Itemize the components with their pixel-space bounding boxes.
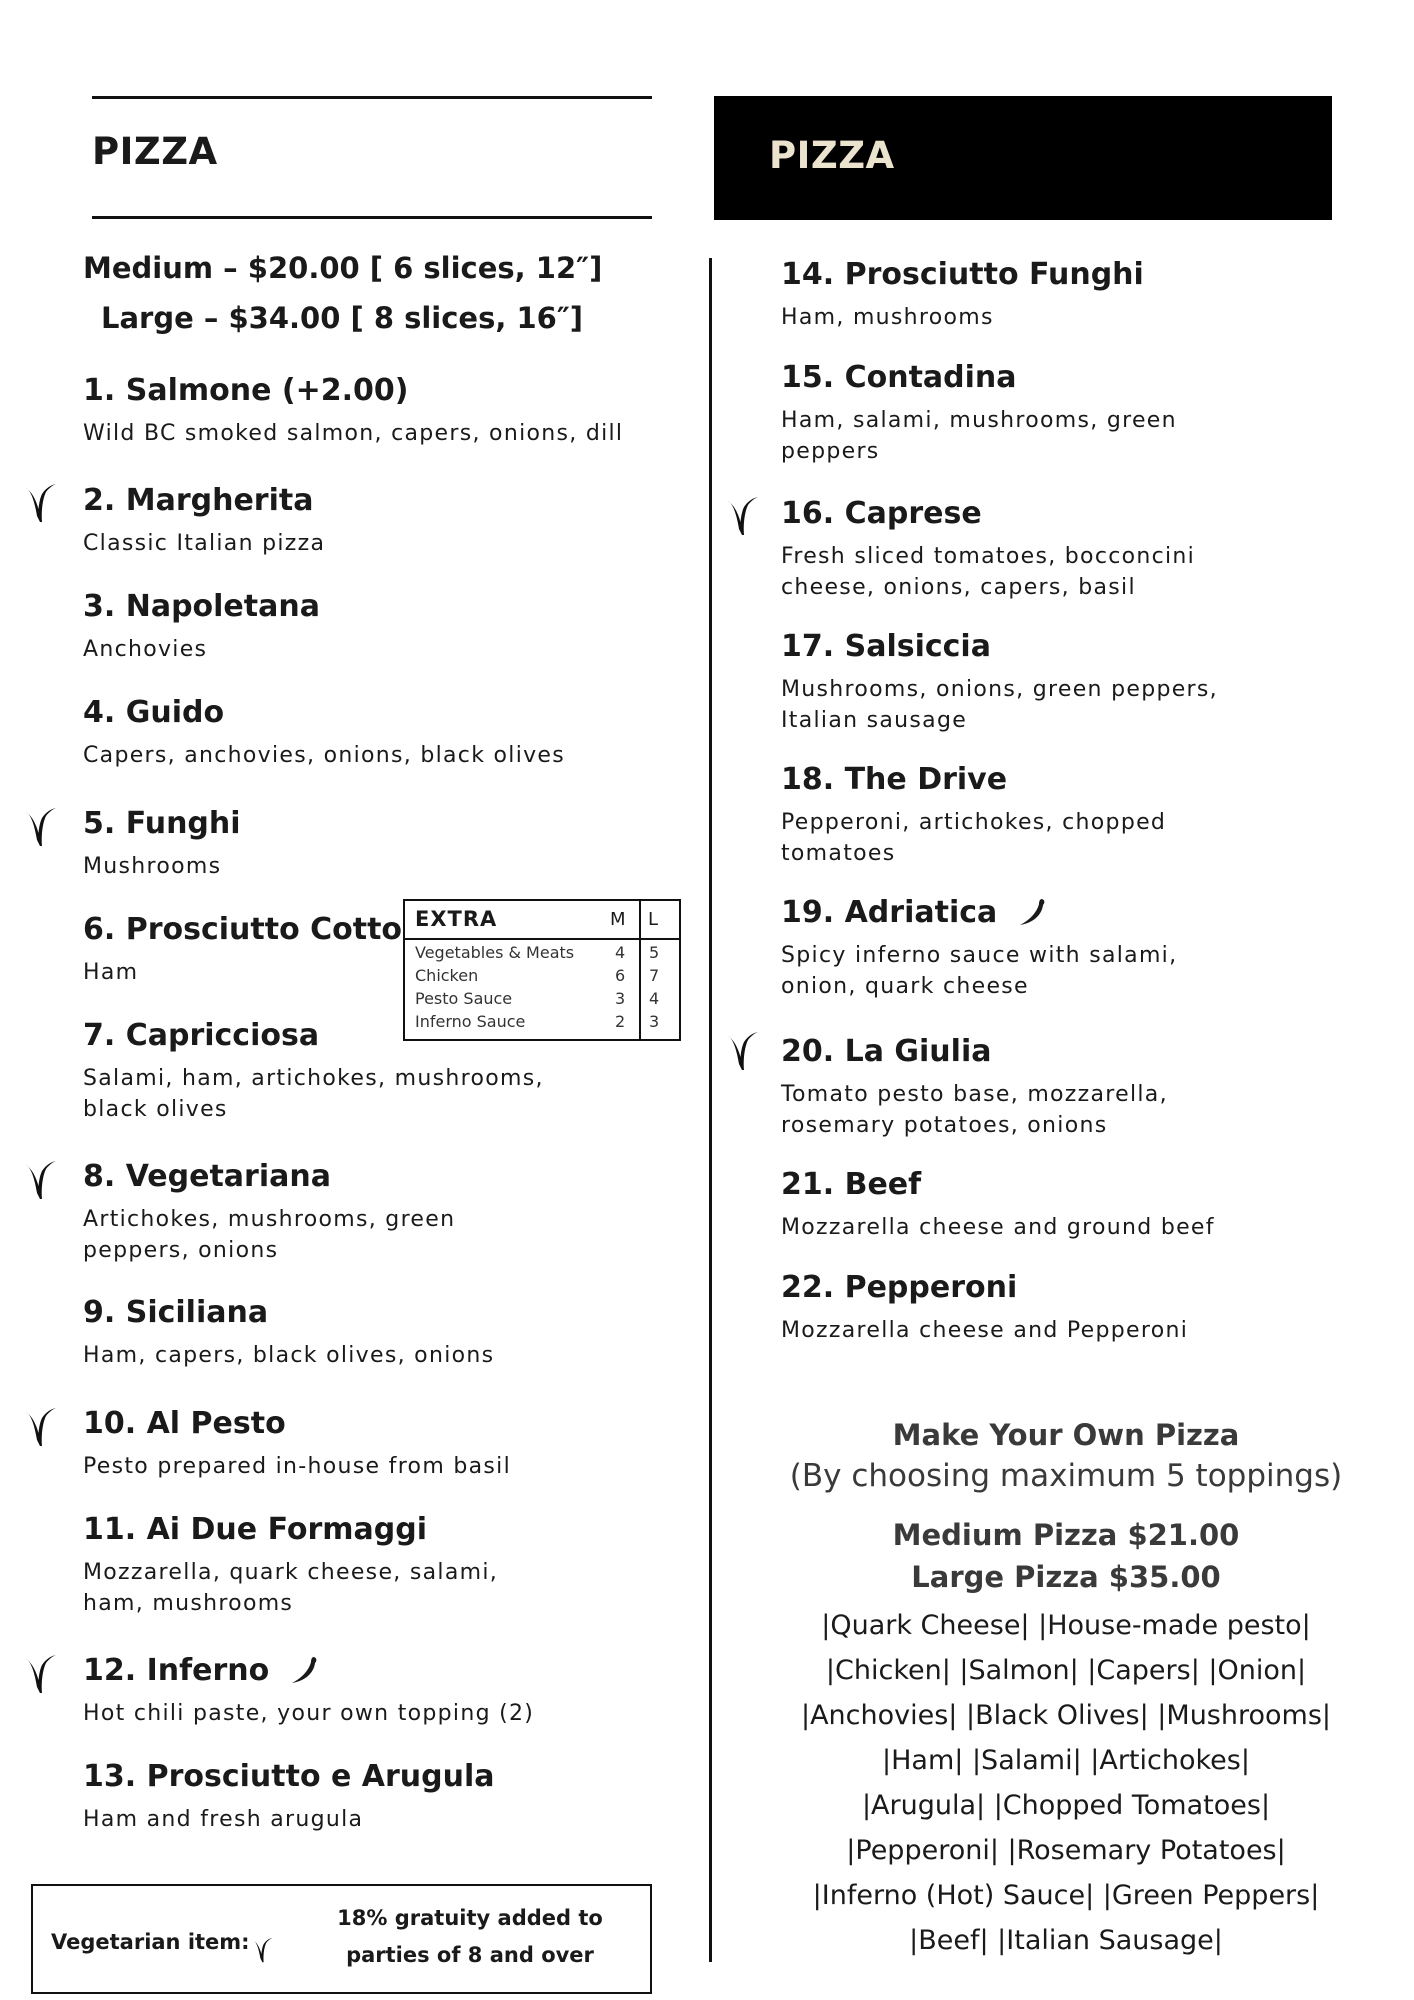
left-section-title: PIZZA [92,130,218,173]
item-description: Pesto prepared in-house from basil [83,1454,511,1479]
topping-line: |Anchovies| |Black Olives| |Mushrooms| [800,1700,1331,1731]
extra-price-table [403,899,681,1041]
item-description: Mozzarella, quark cheese, salami, ham, mushrooms [83,1560,499,1616]
item-name: 20. La Giulia [781,1034,992,1069]
leaf-icon [24,806,58,848]
item-name: 22. Pepperoni [781,1270,1018,1305]
item-description: Artichokes, mushrooms, green peppers, onions [83,1207,456,1263]
chili-icon [1016,896,1048,928]
make-your-own-subtitle: (By choosing maximum 5 toppings) [789,1458,1343,1494]
item-name: 14. Prosciutto Funghi [781,257,1144,292]
right-section-title: PIZZA [769,134,895,177]
topping-line: |Quark Cheese| |House-made pesto| [821,1610,1311,1641]
item-description: Ham [83,960,139,985]
extra-header-rule [405,938,679,940]
menu-item [781,360,1341,467]
menu-item [83,1653,643,1729]
extra-title: EXTRA [415,907,498,931]
item-description: Hot chili paste, your own topping (2) [83,1701,535,1726]
item-name: 8. Vegetariana [83,1159,331,1194]
item-description: Ham, mushrooms [781,305,994,330]
item-name: 2. Margherita [83,483,314,518]
extra-row-label: Vegetables & Meats [415,943,575,962]
item-name: 12. Inferno [83,1653,270,1688]
topping-line: |Inferno (Hot) Sauce| |Green Peppers| [812,1880,1320,1911]
gratuity-note: 18% gratuity added to parties of 8 and over [337,1906,603,1967]
item-name: 21. Beef [781,1167,922,1202]
right-section-header [714,96,1332,220]
notes-box [31,1884,652,1994]
leaf-icon [24,1406,58,1448]
menu-item [83,1295,643,1371]
extra-row-large: 4 [649,989,660,1008]
make-your-own-large-price: Large Pizza $35.00 [911,1560,1221,1594]
left-header-top-rule [92,96,652,99]
item-description: Ham and fresh arugula [83,1807,364,1832]
extra-row-medium: 4 [615,943,626,962]
large-price: Large – $34.00 [ 8 slices, 16″] [101,301,584,335]
item-name: 5. Funghi [83,806,241,841]
item-description: Ham, salami, mushrooms, green peppers [781,408,1177,464]
extra-row-label: Inferno Sauce [415,1012,526,1031]
menu-item [83,695,643,771]
topping-line: |Ham| |Salami| |Artichokes| [882,1745,1250,1776]
extra-row-label: Chicken [415,966,479,985]
menu-item [781,762,1341,869]
item-description: Tomato pesto base, mozzarella, rosemary potatoes, onions [781,1082,1168,1138]
menu-item [83,1159,643,1266]
item-name: 17. Salsiccia [781,629,991,664]
menu-item [83,806,643,882]
item-name: 7. Capricciosa [83,1018,320,1053]
item-description: Anchovies [83,637,208,662]
extra-row-large: 5 [649,943,660,962]
extra-row-medium: 6 [615,966,626,985]
topping-line: |Arugula| |Chopped Tomatoes| [861,1790,1271,1821]
leaf-icon [24,482,58,524]
item-description: Ham, capers, black olives, onions [83,1343,495,1368]
item-name: 10. Al Pesto [83,1406,286,1441]
extra-row-label: Pesto Sauce [415,989,513,1008]
menu-item [83,1759,643,1835]
extra-row-medium: 2 [615,1012,626,1031]
menu-item [83,1406,643,1482]
item-name: 11. Ai Due Formaggi [83,1512,428,1547]
item-name: 18. The Drive [781,762,1008,797]
chili-icon [288,1654,320,1686]
item-name: 6. Prosciutto Cotto [83,912,403,947]
extra-col-large: L [648,909,659,930]
item-name: 4. Guido [83,695,225,730]
item-description: Mozzarella cheese and ground beef [781,1215,1215,1240]
menu-item [781,895,1341,1002]
make-your-own-medium-price: Medium Pizza $21.00 [892,1518,1240,1552]
item-description: Mushrooms [83,854,222,879]
leaf-icon [726,495,760,537]
item-name: 16. Caprese [781,496,982,531]
menu-item [781,496,1341,603]
item-description: Fresh sliced tomatoes, bocconcini cheese, onions, capers, basil [781,544,1196,600]
leaf-icon [252,1936,274,1964]
item-description: Capers, anchovies, onions, black olives [83,743,566,768]
item-description: Pepperoni, artichokes, chopped tomatoes [781,810,1167,866]
item-name: 9. Siciliana [83,1295,269,1330]
menu-item [781,629,1341,736]
left-header-bottom-rule [92,216,652,219]
menu-item [83,589,643,665]
leaf-icon [24,1159,58,1201]
menu-item [83,373,643,449]
menu-item [83,483,643,559]
extra-column-rule [639,901,641,1039]
item-description: Spicy inferno sauce with salami, onion, quark cheese [781,943,1178,999]
column-divider [709,258,712,1962]
item-description: Mozzarella cheese and Pepperoni [781,1318,1189,1343]
item-description: Classic Italian pizza [83,531,326,556]
item-name: 19. Adriatica [781,895,998,930]
topping-line: |Pepperoni| |Rosemary Potatoes| [846,1835,1286,1866]
leaf-icon [24,1653,58,1695]
item-description: Mushrooms, onions, green peppers, Italian sausage [781,677,1218,733]
menu-item [781,1167,1341,1243]
extra-row-medium: 3 [615,989,626,1008]
medium-price: Medium – $20.00 [ 6 slices, 12″] [83,251,603,285]
extra-row-large: 3 [649,1012,660,1031]
topping-line: |Chicken| |Salmon| |Capers| |Onion| [825,1655,1307,1686]
make-your-own-title: Make Your Own Pizza [892,1418,1240,1452]
item-description: Wild BC smoked salmon, capers, onions, dill [83,421,624,446]
item-description: Salami, ham, artichokes, mushrooms, black olives [83,1066,544,1122]
menu-item [83,1512,643,1619]
item-name: 15. Contadina [781,360,1017,395]
item-name: 13. Prosciutto e Arugula [83,1759,495,1794]
topping-line: |Beef| |Italian Sausage| [909,1925,1223,1956]
extra-col-medium: M [610,909,626,930]
menu-item [781,1270,1341,1346]
leaf-icon [726,1030,760,1072]
item-name: 1. Salmone (+2.00) [83,373,409,408]
menu-item [781,1034,1341,1141]
item-name: 3. Napoletana [83,589,320,624]
menu-item [781,257,1341,333]
extra-row-large: 7 [649,966,660,985]
vegetarian-note: Vegetarian item: [51,1930,250,1954]
